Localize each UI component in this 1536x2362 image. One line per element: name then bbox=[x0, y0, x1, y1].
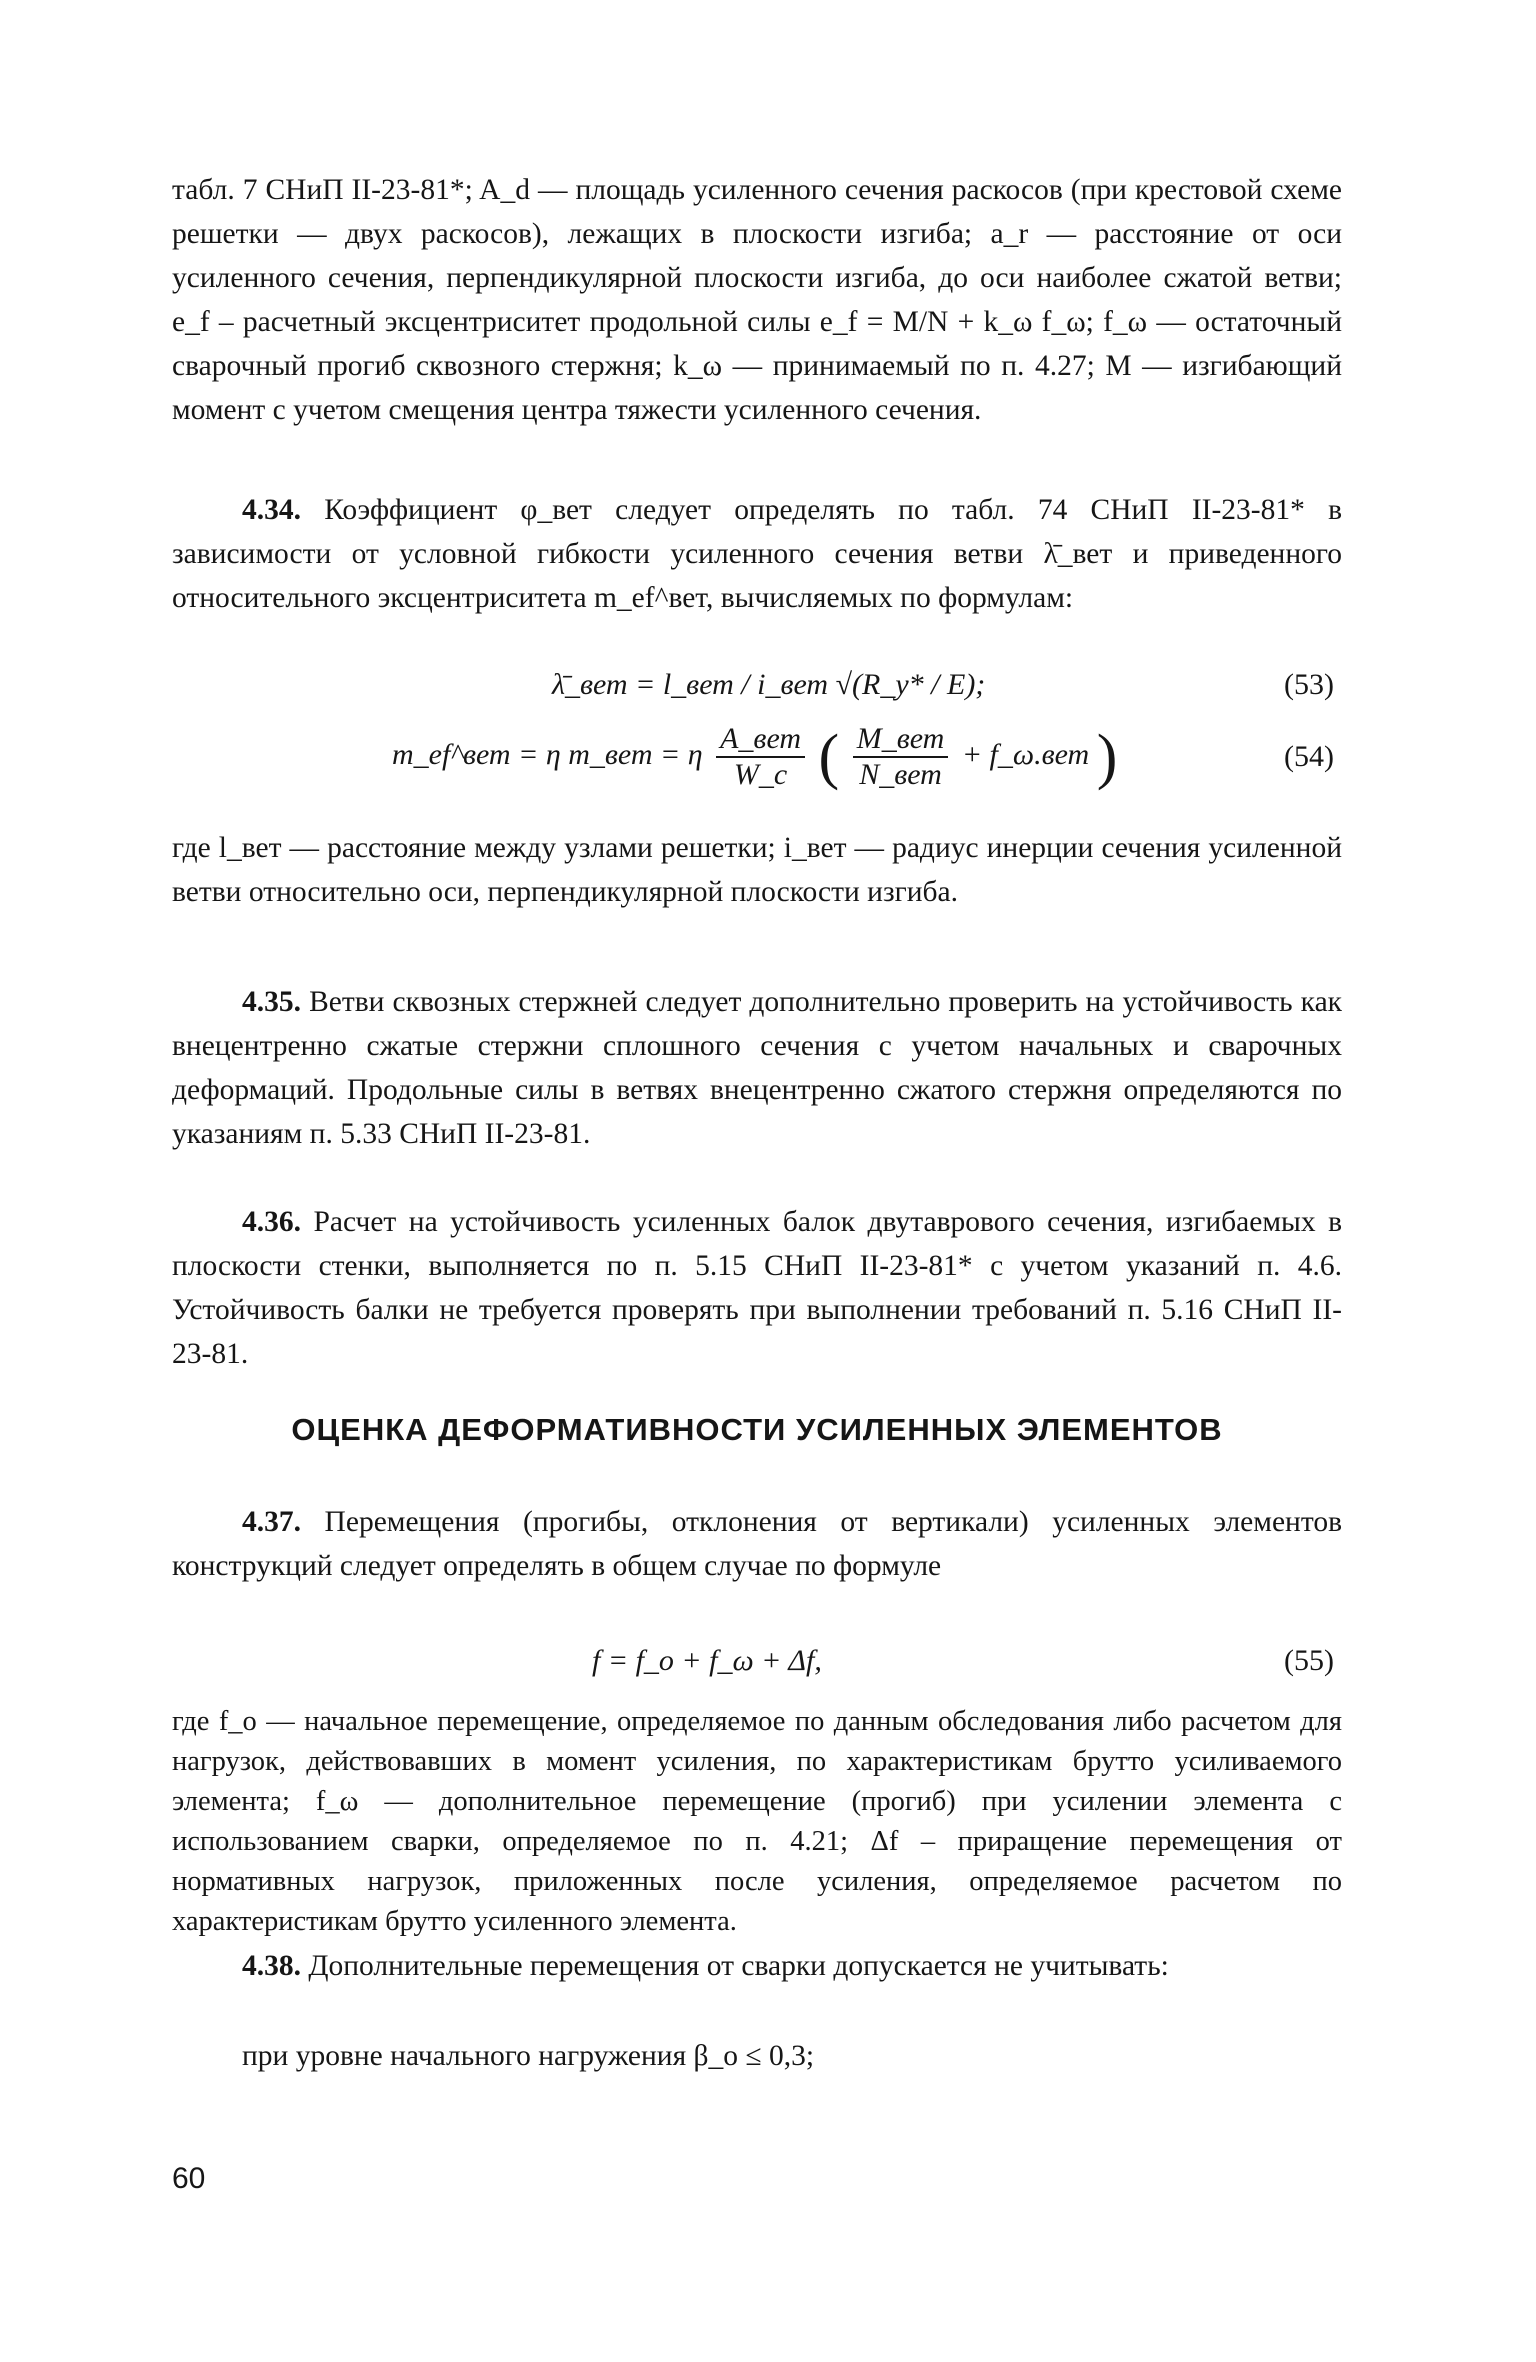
equation-53 bbox=[172, 668, 1342, 728]
equation-tail: + f_ω.вет bbox=[961, 737, 1090, 771]
section-text: Дополнительные перемещения от сварки допускается не учитывать: bbox=[308, 1950, 1169, 1982]
section-heading: ОЦЕНКА ДЕФОРМАТИВНОСТИ УСИЛЕННЫХ ЭЛЕМЕНТОВ bbox=[291, 1412, 1223, 1447]
fraction-denominator: N_вет bbox=[859, 758, 942, 791]
section-text: Перемещения (прогибы, отклонения от вертикали) усиленных элементов конструкций следует определять в общем случае по формуле bbox=[172, 1506, 1343, 1582]
fraction-denominator: W_c bbox=[733, 758, 788, 791]
equation-body: f = f_o + f_ω + Δf, bbox=[592, 1644, 822, 1677]
section-number: 4.34. bbox=[242, 494, 301, 526]
section-number: 4.35. bbox=[242, 986, 301, 1018]
section-text: Коэффициент φ_вет следует определять по табл. 74 СНиП II-23-81* в зависимости от условной гибкости усиленного сечения ветви λ̄_вет и приведенного относительного эксцентриситета m_ef^вет, вычисляемых по формулам: bbox=[172, 494, 1343, 614]
top-paragraph: табл. 7 СНиП II-23-81*; A_d — площадь усиленного сечения раскосов (при крестовой схеме решетки — двух раскосов), лежащих в плоскости изгиба; a_r — расстояние от оси усиленного сечения, перпендикулярной плоскости изгиба, до оси наиболее сжатой ветви; e_f – расчетный эксцентриситет продольной силы e_f = M/N + k_ω f_ω; f_ω — остаточный сварочный прогиб сквозного стержня; k_ω — принимаемый по п. 4.27; M — изгибающий момент с учетом смещения центра тяжести усиленного сечения. bbox=[172, 174, 1342, 426]
section-4-34 bbox=[172, 488, 1342, 620]
section-number: 4.36. bbox=[242, 1206, 301, 1238]
section-number: 4.38. bbox=[242, 1950, 301, 1982]
section-4-38 bbox=[172, 1944, 1342, 1988]
left-parenthesis: ( bbox=[818, 723, 840, 791]
section-text: Расчет на устойчивость усиленных балок двутаврового сечения, изгибаемых в плоскости стенки, выполняется по п. 5.15 СНиП II-23-81* с учетом указаний п. 4.6. Устойчивость балки не требуется проверять при выполнении требований п. 5.16 СНиП II-23-81. bbox=[172, 1206, 1343, 1370]
equation-number: (55) bbox=[1284, 1644, 1334, 1677]
fraction-moment-force bbox=[853, 722, 949, 792]
section-4-36 bbox=[172, 1200, 1342, 1376]
section-number: 4.37. bbox=[242, 1506, 301, 1538]
right-parenthesis: ) bbox=[1096, 723, 1118, 791]
fraction-area-modulus bbox=[716, 722, 805, 792]
fraction-numerator: M_вет bbox=[853, 722, 949, 758]
equation-body bbox=[392, 722, 1117, 792]
equation-lhs: m_ef^вет = η m_вет = η bbox=[392, 737, 703, 771]
page-number: 60 bbox=[172, 2162, 206, 2195]
where-clause-53-54: где l_вет — расстояние между узлами решетки; i_вет — радиус инерции сечения усиленной ветви относительно оси, перпендикулярной плоскости изгиба. bbox=[172, 832, 1342, 908]
section-4-35 bbox=[172, 980, 1342, 1156]
equation-number: (54) bbox=[1284, 740, 1334, 773]
fraction-numerator: A_вет bbox=[716, 722, 805, 758]
equation-55 bbox=[172, 1644, 1342, 1704]
section-4-37 bbox=[172, 1500, 1342, 1588]
equation-body: λ̄_вет = l_вет / i_вет √(R_y* / E); bbox=[552, 668, 986, 701]
equation-number: (53) bbox=[1284, 668, 1334, 701]
section-text: Ветви сквозных стержней следует дополнительно проверить на устойчивость как внецентренно сжатые стержни сплошного сечения с учетом начальных и сварочных деформаций. Продольные силы в ветвях внецентренно сжатого стержня определяются по указаниям п. 5.33 СНиП II-23-81. bbox=[172, 986, 1342, 1150]
where-clause-55: где f_o — начальное перемещение, определяемое по данным обследования либо расчетом для нагрузок, действовавших в момент усиления, по характеристикам брутто усиливаемого элемента; f_ω — дополнительное перемещение (прогиб) при усилении элемента с использованием сварки, определяемое по п. 4.21; Δf – приращение перемещения от нормативных нагрузок, приложенных после усиления, определяемое расчетом по характеристикам брутто усиленного элемента. bbox=[172, 1706, 1342, 1937]
last-line: при уровне начального нагружения β_o ≤ 0,3; bbox=[242, 2040, 815, 2072]
equation-54 bbox=[172, 722, 1342, 806]
